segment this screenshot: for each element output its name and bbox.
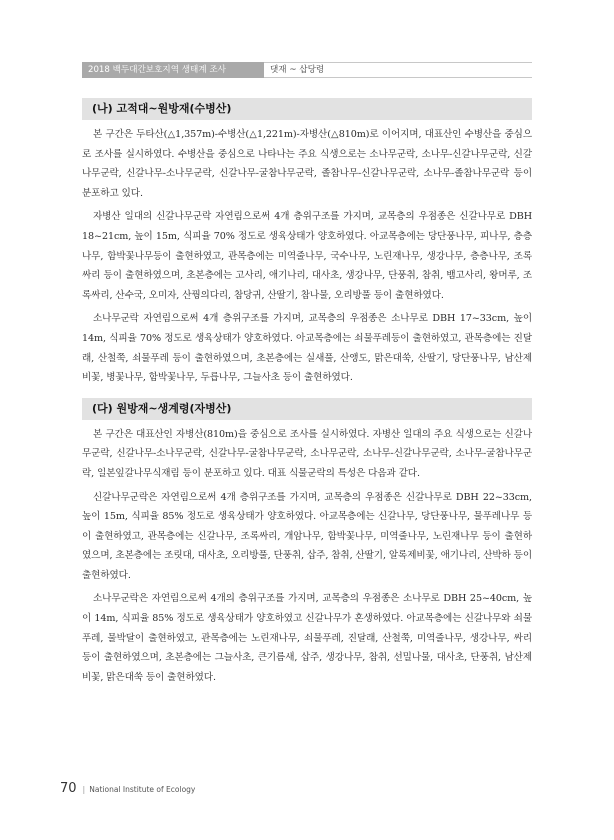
section-heading: (다) 원방재~생계령(자병산): [82, 398, 532, 420]
body-paragraph: 본 구간은 두타산(△1,357m)-수병산(△1,221m)-자병산(△810m)로 이어지며, 대표산인 수병산을 중심으로 조사를 실시하였다. 수병산을 중심으로 나타나는 주요 식생으로는 소나무군락, 소나무-신갈나무군락, 신갈나무군락, 신갈나무-소나무군락, 신갈나무-굴참나무군락, 졸참나무-신갈나무군락, 소나무-졸참나무군락 등이 분포하고 있다.: [82, 129, 532, 199]
page-content: [82, 98, 532, 687]
header-section-range: 댓재 ~ 삽당령: [264, 62, 532, 78]
section-gojeokdae-wonbangjae: [82, 98, 532, 388]
section-heading: (나) 고적대~원방재(수병산): [82, 98, 532, 120]
running-header: [82, 62, 532, 78]
footer-organization: National Institute of Ecology: [89, 785, 196, 794]
body-paragraph: 신갈나무군락은 자연림으로써 4개 층위구조를 가지며, 교목층의 우점종은 신갈나무로 DBH 22~33cm, 높이 15m, 식피율 85% 정도로 생육상태가 양호하였다. 아교목층에는 신갈나무, 당단풍나무, 물푸레나무 등이 출현하였고, 관목층에는 신갈나무, 조록싸리, 개암나무, 함박꽃나무, 미역줄나무, 노린재나무 등이 출현하였으며, 초본층에는 조릿대, 대사초, 오리방풀, 단풍취, 삽주, 참취, 산딸기, 알록제비꽃, 애기나리, 산박하 등이 출현하였다.: [82, 491, 532, 581]
body-paragraph: 소나무군락은 자연림으로써 4개의 층위구조를 가지며, 교목층의 우점종은 소나무로 DBH 25~40cm, 높이 14m, 식피율 85% 정도로 생육상태가 양호하였고 신갈나무가 혼생하였다. 아교목층에는 신갈나무와 쇠물푸레, 물박달이 출현하였고, 관목층에는 노린재나무, 쇠물푸레, 진달래, 산철쭉, 미역줄나무, 생강나무, 싸리 등이 출현하였으며, 초본층에는 그늘사초, 큰기름새, 삽주, 생강나무, 참취, 선밀나물, 대사초, 단풍취, 남산제비꽃, 맑은대쑥 등이 출현하였다.: [82, 593, 532, 683]
header-report-title: 2018 백두대간보호지역 생태계 조사: [82, 62, 264, 78]
page-number: 70: [60, 781, 77, 796]
body-paragraph: 소나무군락 자연림으로써 4개 층위구조를 가지며, 교목층의 우점종은 소나무로 DBH 17~33cm, 높이 14m, 식피율 70% 정도로 생육상태가 양호하였다. 아교목층에는 쇠물푸레등이 출현하였고, 관목층에는 진달래, 산철쭉, 쇠물푸레 등이 출현하였으며, 초본층에는 실새풀, 산앵도, 맑은대쑥, 산딸기, 당단풍나무, 남산제비꽃, 병꽃나무, 함박꽃나무, 두릅나무, 그늘사초 등이 출현하였다.: [82, 313, 532, 384]
page-footer: [60, 781, 195, 796]
body-paragraph: 자병산 일대의 신갈나무군락 자연림으로써 4개 층위구조를 가지며, 교목층의 우점종은 신갈나무로 DBH 18~21cm, 높이 15m, 식피율 70% 정도로 생육상태가 양호하였다. 아교목층에는 당단풍나무, 피나무, 층층나무, 함박꽃나무등이 출현하였고, 관목층에는 미역줄나무, 국수나무, 노린재나무, 생강나무, 층층나무, 조록싸리 등이 출현하였으며, 초본층에는 고사리, 애기나리, 대사초, 생강나무, 단풍취, 참취, 뱀고사리, 왕머루, 조록싸리, 산수국, 오미자, 산꿩의다리, 참당귀, 산딸기, 참나물, 오리방풀 등이 출현하였다.: [82, 211, 532, 301]
section-wonbangjae-saenggyeryeong: [82, 398, 532, 688]
footer-separator: |: [82, 785, 86, 794]
body-paragraph: 본 구간은 대표산인 자병산(810m)을 중심으로 조사를 실시하였다. 자병산 일대의 주요 식생으로는 신갈나무군락, 신갈나무-소나무군락, 신갈나무-굴참나무군락, 소나무군락, 소나무-신갈나무군락, 소나무-굴참나무군락, 일본잎갈나무식재림 등이 분포하고 있다. 대표 식물군락의 특성은 다음과 같다.: [82, 428, 532, 479]
